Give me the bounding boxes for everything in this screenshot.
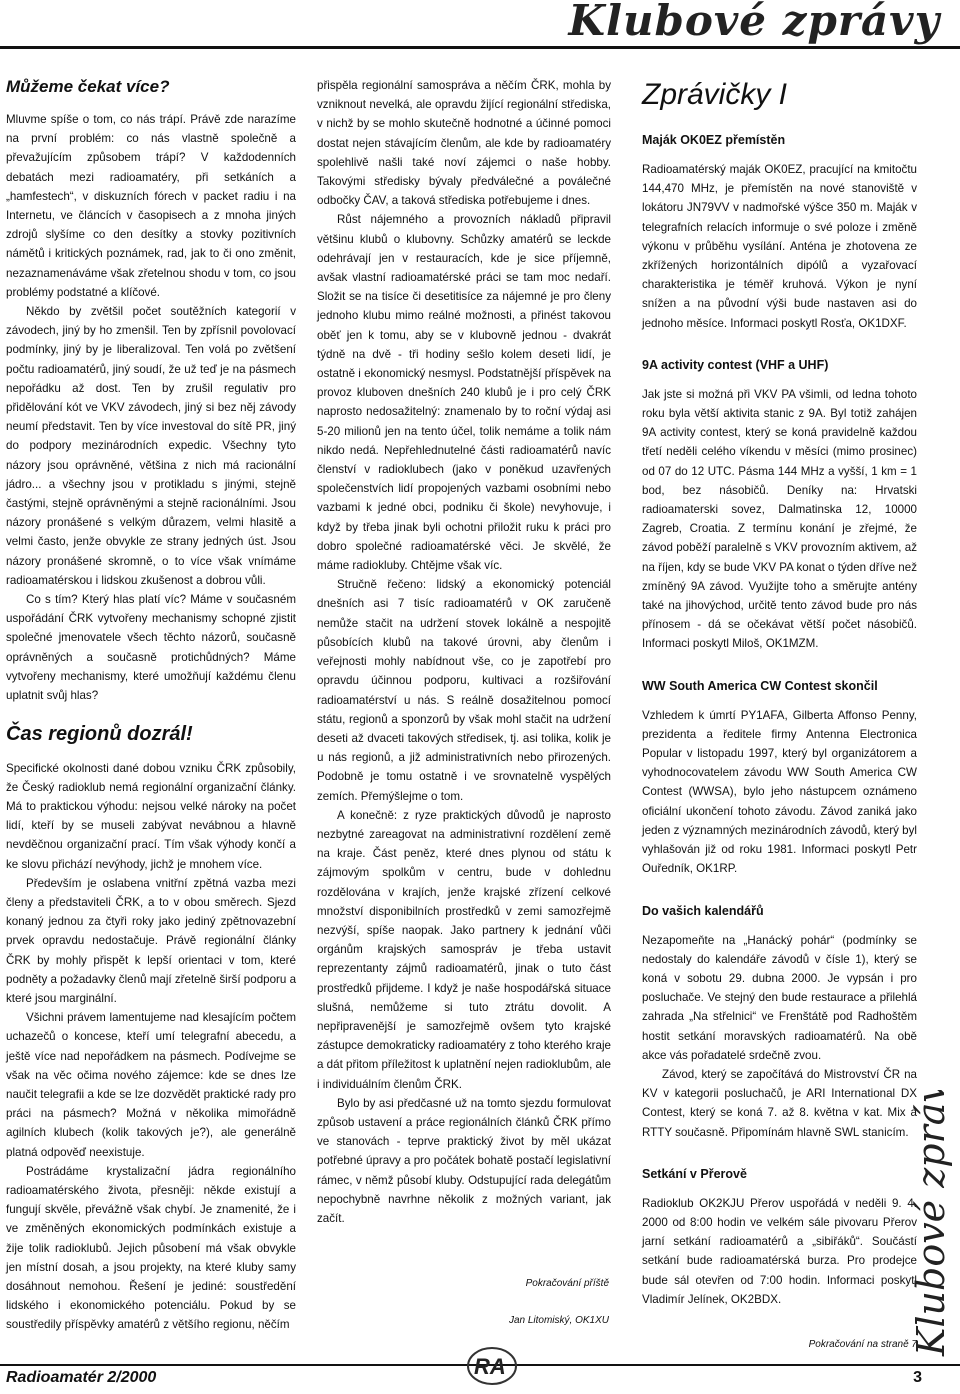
paragraph: Nezapomeňte na „Hanácký pohár“ (podmínky se nedostaly do kalendáře závodů v čísle 1), který se koná v sobotu 29. dubna 2000. Je vypsán i pro posluchače. Ve stejný den bude restaurace a přilehlá zahrada „Na střelnici“ ve Frenštátě pod Radhoštěm hostit setkání moravských radioamatérů. Na obě akce vás pořadatelé srdečně zvou. bbox=[642, 933, 917, 1062]
paragraph: Radioklub OK2KJU Přerov uspořádá v neděli 9. 4. 2000 od 8:00 hodin ve velkém sále pivovaru Přerov jarní setkání radioamatérů a „sibiřáků“. Součástí setkání bude radioamatérská burza. Pro prodejce bude sál otevřen od 7:00 hodin. Informaci poskytl Vladimír Jelínek, OK2BDX. bbox=[642, 1196, 917, 1306]
news-heading: Maják OK0EZ přemístěn bbox=[642, 133, 786, 147]
side-vertical-text: Klubové zprávy bbox=[909, 1090, 953, 1356]
paragraph: Postrádáme krystalizační jádra regionálního radioamatérského života, přesněji: někde existují a fungují skvěle, převážně však chybí. Je znamenité, že i ve změněných ekonomických podmínkách existuje a žije tolik radioklubů. Jejich působení má však obvykle jen místní dosah, a jsou projekty, na které kluby samy dosáhnout nemohou. Řešení je jediné: soustředění lidského i ekonomického potenciálu. Pokud by se soustředily příspěvky amatérů z většího regionu, něčím bbox=[6, 1164, 296, 1332]
footer-magazine-title: Radioamatér 2/2000 bbox=[6, 1369, 157, 1386]
paragraph: A konečně: z ryze praktických důvodů je naprosto nezbytné zareagovat na administrativní rozdělení země na kraje. Část peněz, které dnes plynou od státu k zájmovým spolkům v centru, bude v dohlednu rozdělována v krajích, jenže krajské zřízení celkové množství disponibilních prostředků v zemi samozřejmě nezvýší, spíše naopak. Jako partnery k jednání vůči orgánům krajských samospráv je třeba ustavit reprezentanty zájmů radioamatérů, jinak o tuto část prostředků přijdeme. I když je naše hospodářská situace slušná, nemůžeme si tuto ztrátu dovolit. A nepřipravenější je samozřejmě ovšem tyto krajské zástupce demokraticky radioamatéry z toho kterého kraje a dát přitom příležitost k uplatnění nejen radioklubům, ale i individuálním členům ČRK. bbox=[317, 808, 611, 1091]
magazine-logo-icon bbox=[465, 1340, 519, 1388]
paragraph: Vzhledem k úmrtí PY1AFA, Gilberta Affonso Penny, prezidenta a ředitele firmy Antenna Electronica Popular v listopadu 1997, který byl organizátorem a vyhodnocovatelem závodu WW South America CW Contest (WWSA), bylo jeho nástupcem oznámeno oficiální ukončení tohoto závodu. Závod zaniká jako jeden z významných mezinárodních závodů, který byl vyhlašován již od roku 1981. Informaci poskytl Petr Ouředník, OK1RP. bbox=[642, 708, 917, 876]
column-3 bbox=[642, 76, 917, 1354]
news-heading: Do vašich kalendářů bbox=[642, 903, 764, 918]
page-number: 3 bbox=[913, 1369, 922, 1386]
paragraph: přispěla regionální samospráva a něčím ČRK, mohla by vzniknout nevelká, ale opravdu žijící regionální střediska, v nichž by se mohlo skutečně hodnotné a účinné pomoci dostat nejen stávajícím členům, ale kde by radioamatéry spolehlivě našli také noví zájemci o naše hobby. Takovými středisky bývaly předválečné a poválečné odbočky ČAV, a taková střediska potřebujeme i dnes. bbox=[317, 79, 611, 208]
paragraph: Radioamatérský maják OK0EZ, pracující na kmitočtu 144,470 MHz, je přemístěn na nové stanoviště v lokátoru JN79VV v nadmořské výšce 350 m. Maják v telegrafních relacích informuje o své poloze i změně výkonu v průběhu vysílání. Anténa je zhotovena ze zkřížených horizontálních dipólů a vyzařovací charakteristika je téměř kruhová. Výkon je nyní snížen a na původní výši bude nastaven asi do jednoho měsíce. Informaci poskytl Rosťa, OK1DXF. bbox=[642, 163, 917, 330]
paragraph: Stručně řečeno: lidský a ekonomický potenciál dnešních asi 7 tisíc radioamatérů v OK zaručeně nemůže stačit na udržení stovek lokálně a nespojitě působících klubů na takové úrovni, aby členům i veřejnosti mohly nabídnout vše, co je zapotřebí pro opravdu účinnou podporu, kultivaci a rozšiřování radioamatérství u nás. S reálně dosažitelnou pomocí státu, regionů a sponzorů by však mohl stačit na udržení deseti až dvaceti takových středisek, tj. asi tolika, kolik je u nás regionů, a již administrativních nebo přirozených. Podobně je tomu ostatně i ve srovnatelně vyspělých zemích. Přemýšlejme o tom. bbox=[317, 578, 611, 803]
column-2 bbox=[317, 76, 611, 1331]
news-heading: WW South America CW Contest skončil bbox=[642, 678, 878, 693]
news-heading: 9A activity contest (VHF a UHF) bbox=[642, 357, 829, 372]
paragraph: Někdo by zvětšil počet soutěžních kategorií v závodech, jiný by ho zmenšil. Ten by zpřísnil povolovací podmínky, jiný by je liberalizoval. Ten volá po zvětšení počtu radioamatérů, jiný soudí, že už teď je na pásmech nepořádku až dost. Ten by zrušil regulativ pro přidělování kót ve VKV závodech, jiný si bez něj závody neumí představit. Ten by více investoval do sítě PR, jiný do podpory mezinárodních expedic. Všechny tyto názory jsou oprávněné, většina z nich má racionální jádro... a všechny jsou v protikladu s jinými, stejně častými, stejně oprávněnými a stejně racionálními. Jsou názory pronášené s velkým důrazem, velmi hlasitě a velmi často, jenže obvykle ze strany jedných úst. Jsou názory pronášené skromně, o to více však vnímáme radioamatérskou i lidskou zkušenost a dobrou vůli. bbox=[6, 305, 296, 587]
paragraph: Závod, který se započítává do Mistrovství ČR na KV v kategorii posluchačů, je ARI International DX Contest, který se koná 7. až 8. května v kat. Mix a RTTY současně. Připomínám hlavně SWL stanicím. bbox=[642, 1067, 917, 1139]
paragraph: Především je oslabena vnitřní zpětná vazba mezi členy a představiteli ČRK, a to v obou směrech. Sjezd konaný jednou za čtyři roky jako jediný zpětnovazební prvek opravdu nedostačuje. Právě regionální články ČRK by mohly přispět k lepší orientaci v tom, které podněty a požadavky členů mají zřetelně širší podporu a které jsou marginální. bbox=[6, 876, 297, 1005]
paragraph: Růst nájemného a provozních nákladů připravil většinu klubů o klubovny. Schůzky amatérů se leckde odehrávají jen v restauracích, kde je sice příjemně, avšak vlastní radioamatérské práci se tam moc nedaří. Složit se na tisíce či desetitisíce za nájemné je pro členy jednoho klubu mimo reálné možnosti, a přinést takovou oběť jen k tomu, aby se v klubovně jednou - dvakrát týdně na dvě - tři hodiny sešlo kolem deseti lidí, je ostatně i ekonomický nesmysl. Podstatnější příspěvek na provoz kluboven dnešních 240 klubů je i pro celý ČRK naprosto nedosažitelný: znamenalo by to roční výdaj asi 5-20 milionů jen na tento účel, tolik nemáme a tolik nám nikdo nedá. Nepřehlednutelné části radioamatérů navíc členství v radioklubech (jako v poněkud uzavřených společenstvích lidí propojených vazbami osobními nebo vazbami k jedné obci, podniku či škole) nevyhovuje, i když by třeba jinak byli ochotni přiložit ruku k práci pro dobro společné radioamatérské věci. Je skvělé, že máme radiokluby. Chtějme však víc. bbox=[317, 213, 611, 573]
paragraph: Jak jste si možná při VKV PA všimli, od ledna tohoto roku byla větší aktivita stanic z 9A. Byl totiž zahájen 9A activity contest, který se koná pravidelně každou třetí neděli celého víkendu v měsíci (mimo prosinec) od 07 do 12 UTC. Pásma 144 MHz a vyšší, 1 km = 1 bod, bez násobičů. Deníky na: Hrvatski radioamaterski sovez, Dalmatinska 12, 10000 Zagreb, Croatia. Z termínu konání je zřejmé, že závod poběží paralelně s VKV provozním aktivem, až na říjen, kdy se bude VKV PA konat o týden dříve než zmíněný 9A závod. Využijte toho a směrujte antény také na jihovýchod, určitě tento závod bude pro nás přínosem - dá se očekávat větší počet násobičů. Informaci poskytl Miloš, OK1MZM. bbox=[642, 387, 917, 651]
paragraph: Co s tím? Který hlas platí víc? Máme v současném uspořádání ČRK vytvořeny mechanismy schopné zjistit společné jmenovatele všech těchto názorů, současně oprávněných a současně protichůdných? Máme vytvořeny mechanismy, které umožňují každému členu uplatnit svůj hlas? bbox=[6, 593, 296, 703]
continued-note: Pokračování na straně 7 bbox=[808, 1338, 917, 1350]
page-header-title: Klubové zprávy bbox=[568, 0, 940, 45]
paragraph: Bylo by asi předčasné už na tomto sjezdu formulovat způsob ustavení a práce regionálních článků ČRK přímo ve stanovách - teprve praktický život by měl ukázat potřebné úpravy a pro počátek bohatě postačí legislativní rámec, v němž působí kluby. Odstupující rada delegátům nepochybně navrhne několik z možných variant, jak začít. bbox=[317, 1096, 611, 1225]
news-banner-title: Zprávičky I bbox=[642, 78, 788, 111]
section-heading: Čas regionů dozrál! bbox=[6, 723, 193, 746]
author-signature: Jan Litomiský, OK1XU bbox=[508, 1315, 609, 1327]
news-heading: Setkání v Přerově bbox=[642, 1166, 747, 1181]
article-heading: Můžeme čekat více? bbox=[6, 77, 170, 96]
paragraph: Všichni právem lamentujeme nad klesajícím počtem uchazečů o koncese, kteří umí telegrafní abecedu, a ještě více nad nepořádkem na pásmech. Podívejme se však na věc očima nového zájemce: kde se dnes lze naučit telegrafii a kde se lze dozvědět praktické rady pro práci na pásmech? Možná v několika mimořádně agilních klubech (kolik takových je?), ale generálně platná odpověď neexistuje. bbox=[6, 1011, 296, 1159]
side-vertical-title bbox=[902, 1090, 958, 1360]
paragraph: Mluvme spíše o tom, co nás trápí. Právě zde narazíme na první problém: co nás vlastně společně a převažujícím způsobem trápí? V každodenních debatách mezi radioamatéry, při setkáních a „hamfestech“, v diskuzních fórech v packet radiu i na Internetu, ve článcích v časopisech a z mnoha jiných zdrojů slyšíme co den desítky a stovky pozitivních námětů i kritických poznámek, rad, jak to či ono změnit, nezaznamenáváme však zřetelnou shodu v tom, co jsou problémy podstatné a klíčové. bbox=[6, 113, 296, 299]
header-rule bbox=[0, 46, 960, 49]
column-1 bbox=[6, 76, 296, 1335]
continued-note: Pokračování příště bbox=[525, 1278, 609, 1290]
paragraph: Specifické okolnosti dané dobou vzniku ČRK způsobily, že Český radioklub nemá regionální organizační články. Má to praktickou výhodu: nejsou velké nároky na počet lidí, kteří by se museli zabývat nevábnou a hlavně nevděčnou organizační prací. Tím však výhody končí a ke slovu přichází nevýhody, jichž je mnohem více. bbox=[6, 761, 296, 871]
logo-text: RA bbox=[474, 1354, 506, 1379]
